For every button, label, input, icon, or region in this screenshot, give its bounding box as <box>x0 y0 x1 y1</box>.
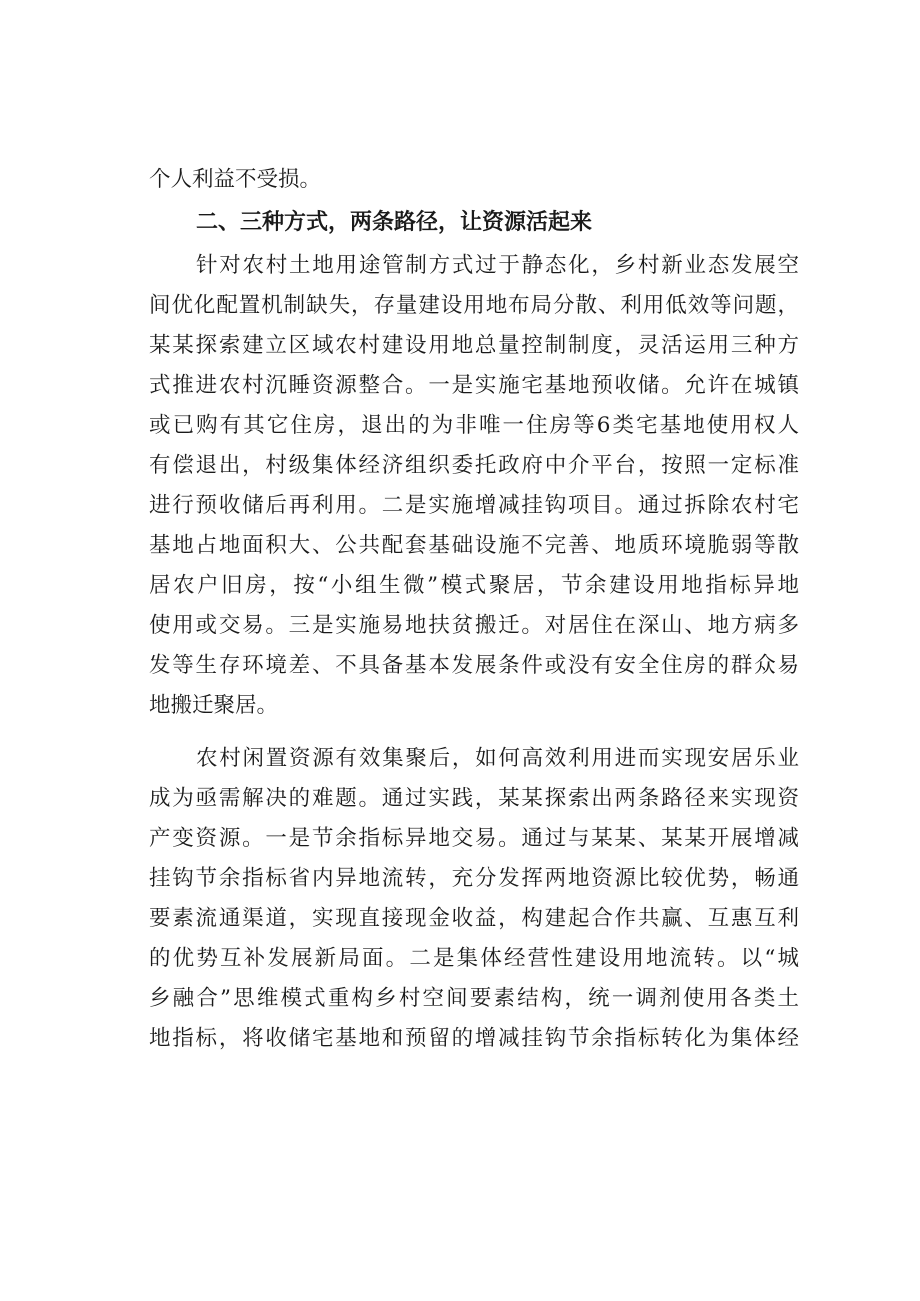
paragraph-line: 进行预收储后再利用。二是实施增减挂钩项目。通过拆除农村宅 <box>149 493 799 518</box>
paragraph-line: 个人利益不受损。 <box>149 167 322 192</box>
paragraph-line: 式推进农村沉睡资源整合。一是实施宅基地预收储。允许在城镇 <box>149 373 799 398</box>
paragraph-line: 乡融合”思维模式重构乡村空间要素结构，统一调剂使用各类土 <box>149 986 799 1011</box>
paragraph-gap <box>149 726 799 739</box>
paragraph-2 <box>149 739 799 1059</box>
paragraph-line: 发等生存环境差、不具备基本发展条件或没有安全住房的群众易 <box>149 653 799 678</box>
paragraph-line: 的优势互补发展新局面。二是集体经营性建设用地流转。以“城 <box>149 946 799 971</box>
paragraph-line: 成为亟需解决的难题。通过实践，某某探索出两条路径来实现资 <box>149 786 799 811</box>
paragraph-line: 针对农村土地用途管制方式过于静态化，乡村新业态发展空 <box>196 253 799 278</box>
section-heading: 二、三种方式，两条路径，让资源活起来 <box>196 210 593 235</box>
paragraph-line: 地搬迁聚居。 <box>149 693 279 718</box>
paragraph-line: 使用或交易。三是实施易地扶贫搬迁。对居住在深山、地方病多 <box>149 613 799 638</box>
paragraph-1 <box>149 246 799 726</box>
paragraph-line: 地指标，将收储宅基地和预留的增减挂钩节余指标转化为集体经 <box>149 1026 799 1051</box>
paragraph-line: 某某探索建立区域农村建设用地总量控制制度，灵活运用三种方 <box>149 333 799 358</box>
document-body <box>149 160 799 1059</box>
paragraph-line: 基地占地面积大、公共配套基础设施不完善、地质环境脆弱等散 <box>149 533 799 558</box>
paragraph-line: 挂钩节余指标省内异地流转，充分发挥两地资源比较优势，畅通 <box>149 866 799 891</box>
paragraph-line: 或已购有其它住房，退出的为非唯一住房等6类宅基地使用权人 <box>149 413 799 438</box>
paragraph-line: 要素流通渠道，实现直接现金收益，构建起合作共赢、互惠互利 <box>149 906 799 931</box>
paragraph-line: 居农户旧房，按“小组生微”模式聚居，节余建设用地指标异地 <box>149 573 799 598</box>
paragraph-line: 有偿退出，村级集体经济组织委托政府中介平台，按照一定标准 <box>149 453 799 478</box>
paragraph-line: 产变资源。一是节余指标异地交易。通过与某某、某某开展增减 <box>149 826 799 851</box>
paragraph-line: 农村闲置资源有效集聚后，如何高效利用进而实现安居乐业 <box>196 746 799 771</box>
paragraph-line: 间优化配置机制缺失，存量建设用地布局分散、利用低效等问题， <box>149 293 799 318</box>
